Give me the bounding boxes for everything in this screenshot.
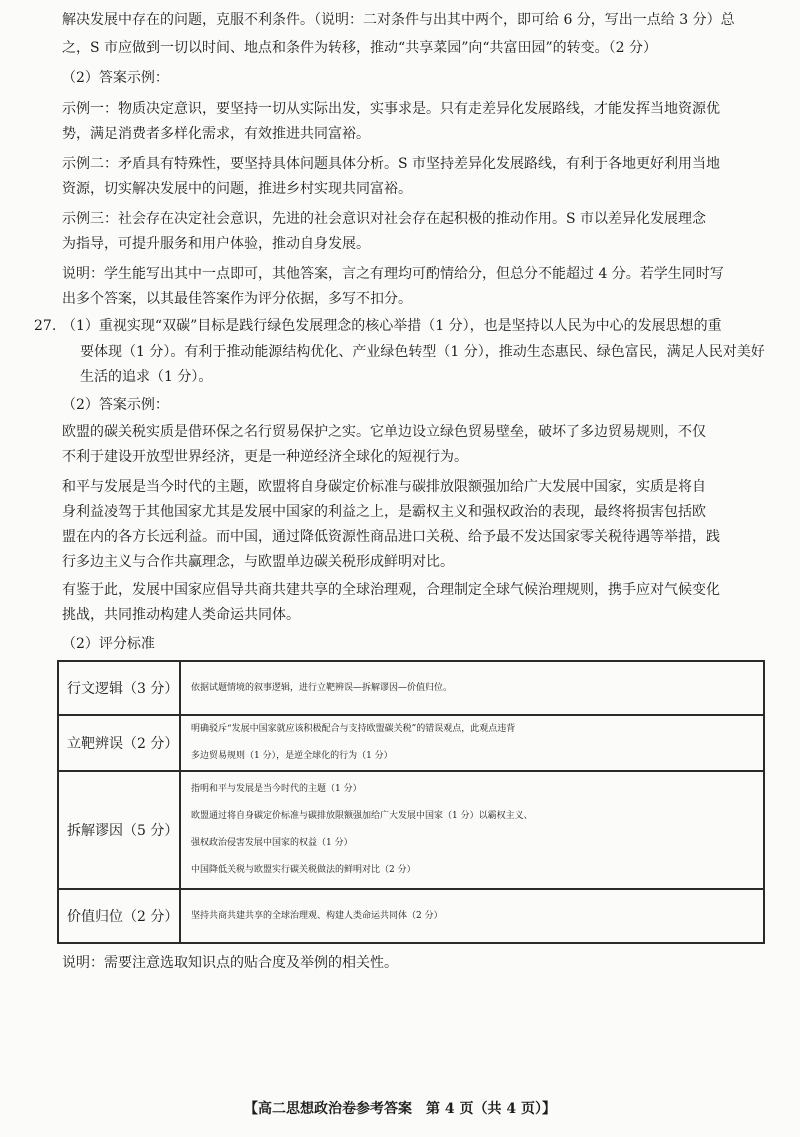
description-line: 中国降低关税与欧盟实行碳关税做法的鲜明对比（2 分）: [191, 865, 416, 875]
question-number: 27.: [34, 318, 57, 334]
text-line: 之，S 市应做到一切以时间、地点和条件为转移，推动“共享菜园”向“共富田园”的转变。（2 分）: [62, 40, 658, 56]
text-line: 为指导，可提升服务和用户体验，推动自身发展。: [62, 236, 370, 252]
description-line: 坚持共商共建共享的全球治理观、构建人类命运共同体（2 分）: [191, 910, 443, 921]
text-line: 挑战，共同推动构建人类命运共同体。: [62, 607, 300, 623]
description-cell: [180, 715, 764, 771]
section-label: （2）答案示例：: [62, 397, 169, 413]
description-line: 明确驳斥“发展中国家就应该积极配合与支持欧盟碳关税”的错误观点，此观点违背: [191, 724, 516, 734]
table-row: [58, 771, 764, 889]
table-row: [58, 715, 764, 771]
text-line: 说明：学生能写出其中一点即可，其他答案，言之有理均可酌情给分，但总分不能超过 4 分。若学生同时写: [62, 266, 724, 282]
description-line: 指明和平与发展是当今时代的主题（1 分）: [191, 784, 362, 794]
description-cell: [180, 661, 764, 715]
text-line: 不利于建设开放型世界经济，更是一种逆经济全球化的短视行为。: [62, 449, 468, 465]
text-line: 欧盟的碳关税实质是借环保之名行贸易保护之实。它单边设立绿色贸易壁垒，破坏了多边贸易规则，不仅: [62, 424, 706, 440]
section-label: （2）答案示例：: [62, 70, 169, 86]
table-row: [58, 661, 764, 715]
text-line: 资源，切实解决发展中的问题，推进乡村实现共同富裕。: [62, 181, 412, 197]
text-line: 出多个答案，以其最佳答案作为评分依据，多写不扣分。: [62, 291, 412, 307]
note-text: 说明：需要注意选取知识点的贴合度及举例的相关性。: [62, 955, 398, 971]
description-cell: [180, 771, 764, 889]
text-line: 要体现（1 分）。有利于推动能源结构优化、产业绿色转型（1 分），推动生态惠民、绿色富民，满足人民对美好: [80, 344, 765, 360]
text-line: 和平与发展是当今时代的主题，欧盟将自身碳定价标准与碳排放限额强加给广大发展中国家，实质是将自: [62, 479, 706, 495]
text-line: 有鉴于此，发展中国家应倡导共商共建共享的全球治理观，合理制定全球气候治理规则，携手应对气候变化: [62, 582, 720, 598]
scoring-rubric-table: [57, 660, 765, 944]
table-row: [58, 889, 764, 943]
criterion-cell: 价值归位（2 分）: [58, 889, 180, 943]
description-line: 多边贸易规则（1 分），是逆全球化的行为（1 分）: [191, 751, 393, 761]
text-line: 示例一：物质决定意识，要坚持一切从实际出发，实事求是。只有走差异化发展路线，才能发挥当地资源优: [62, 101, 720, 117]
description-line: 强权政治侵害发展中国家的权益（1 分）: [191, 838, 353, 848]
text-line: 盟在内的各方长远利益。而中国，通过降低资源性商品进口关税、给予最不发达国家零关税待遇等举措，践: [62, 529, 720, 545]
page-footer: 【高二思想政治卷参考答案 第 4 页（共 4 页）】: [244, 1101, 556, 1117]
text-line: 示例二：矛盾具有特殊性，要坚持具体问题具体分析。S 市坚持差异化发展路线，有利于各地更好利用当地: [62, 156, 721, 172]
section-label: （2）评分标准: [62, 636, 155, 652]
description-cell: [180, 889, 764, 943]
criterion-cell: 立靶辨误（2 分）: [58, 715, 180, 771]
criterion-cell: 拆解谬因（5 分）: [58, 771, 180, 889]
text-line: （1）重视实现“双碳”目标是践行绿色发展理念的核心举措（1 分），也是坚持以人民为中心的发展思想的重: [62, 318, 722, 334]
description-line: 依据试题情境的叙事逻辑，进行立靶辨误—拆解谬因—价值归位。: [191, 682, 453, 693]
text-line: 示例三：社会存在决定社会意识，先进的社会意识对社会存在起积极的推动作用。S 市以差异化发展理念: [62, 211, 707, 227]
text-line: 生活的追求（1 分）。: [80, 369, 213, 385]
text-line: 身利益凌驾于其他国家尤其是发展中国家的利益之上，是霸权主义和强权政治的表现，最终将损害包括欧: [62, 504, 706, 520]
criterion-cell: 行文逻辑（3 分）: [58, 661, 180, 715]
text-line: 势，满足消费者多样化需求，有效推进共同富裕。: [62, 126, 370, 142]
description-line: 欧盟通过将自身碳定价标准与碳排放限额强加给广大发展中国家（1 分）以霸权主义、: [191, 811, 533, 821]
text-line: 行多边主义与合作共赢理念，与欧盟单边碳关税形成鲜明对比。: [62, 554, 454, 570]
text-line: 解决发展中存在的问题，克服不利条件。（说明：二对条件与出其中两个，即可给 6 分，写出一点给 3 分）总: [62, 12, 735, 28]
